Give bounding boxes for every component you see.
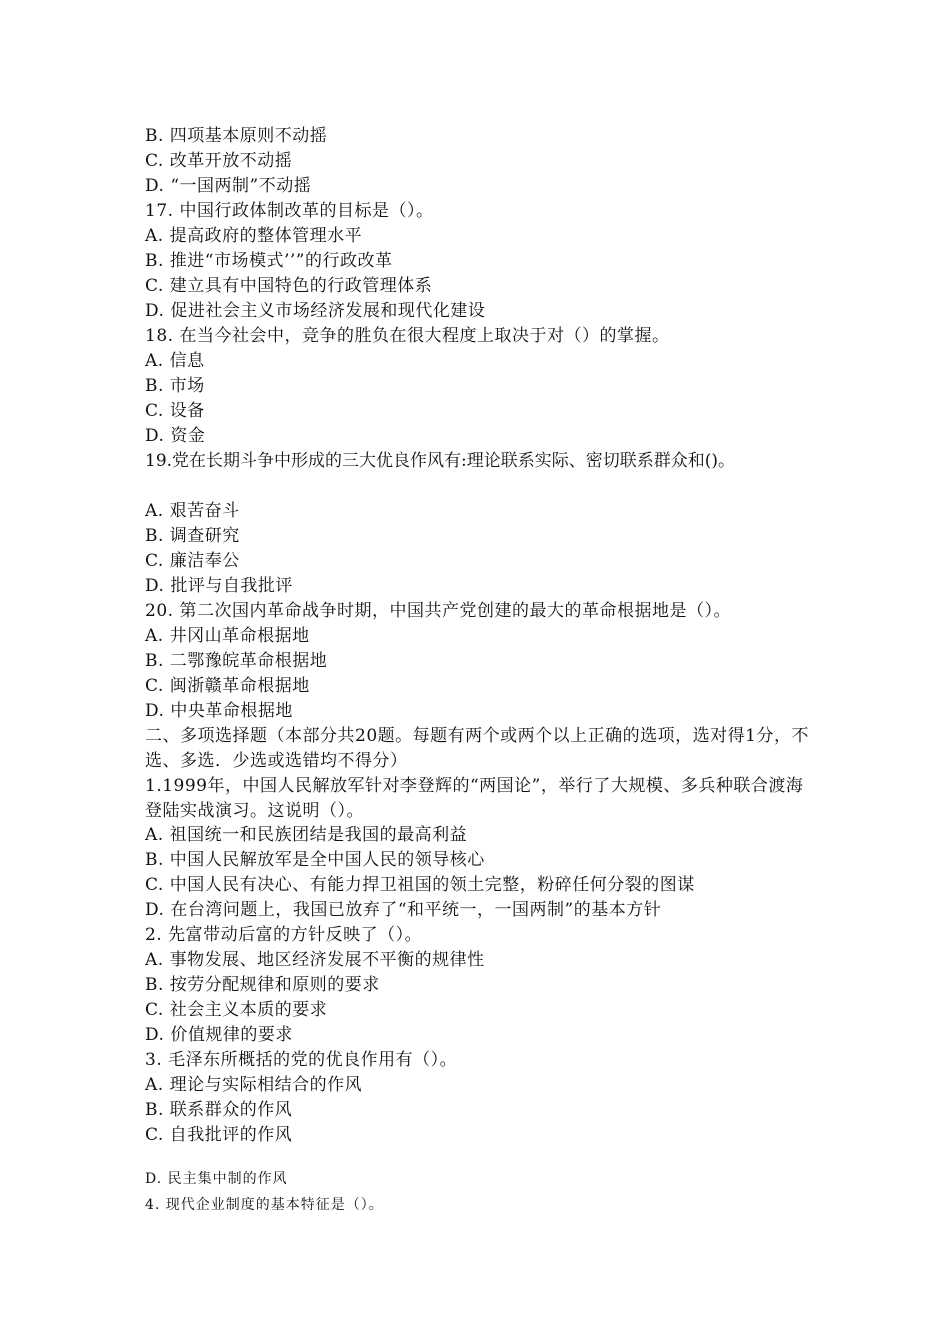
option-18d: D. 资金 [145,426,206,446]
option-17d: D. 促进社会主义市场经济发展和现代化建设 [145,301,486,321]
question-18: 18. 在当今社会中，竞争的胜负在很大程度上取决于对（）的掌握。 [145,326,670,346]
option-m1a: A. 祖国统一和民族团结是我国的最高利益 [145,825,468,845]
question-m4: 4. 现代企业制度的基本特征是（）。 [145,1197,384,1213]
option-19c: C. 廉洁奉公 [145,551,240,571]
option-m1c: C. 中国人民有决心、有能力捍卫祖国的领土完整，粉碎任何分裂的图谋 [145,875,695,895]
option-m3d: D. 民主集中制的作风 [145,1171,288,1187]
question-20: 20. 第二次国内革命战争时期，中国共产党创建的最大的革命根据地是（）。 [145,601,731,621]
option-18a: A. 信息 [145,351,205,371]
option-m2a: A. 事物发展、地区经济发展不平衡的规律性 [145,950,485,970]
option-16c: C. 改革开放不动摇 [145,151,293,171]
question-19: 19.党在长期斗争中形成的三大优良作风有:理论联系实际、密切联系群众和()。 [145,451,736,471]
option-18c: C. 设备 [145,401,205,421]
question-m1: 1.1999年，中国人民解放军针对李登辉的“两国论”，举行了大规模、多兵种联合渡海登陆实战演习。这说明（）。 [145,776,804,821]
option-m2c: C. 社会主义本质的要求 [145,1000,328,1020]
option-19a: A. 艰苦奋斗 [145,501,240,521]
option-17a: A. 提高政府的整体管理水平 [145,226,363,246]
option-20c: C. 闽浙赣革命根据地 [145,676,310,696]
option-17c: C. 建立具有中国特色的行政管理体系 [145,276,433,296]
question-17: 17. 中国行政体制改革的目标是（）。 [145,201,434,221]
option-20d: D. 中央革命根据地 [145,701,293,721]
option-m1b: B. 中国人民解放军是全中国人民的领导核心 [145,850,485,870]
option-m3b: B. 联系群众的作风 [145,1100,293,1120]
section-heading-multiple-choice: 二、多项选择题（本部分共20题。每题有两个或两个以上正确的选项，选对得1分，不选、多选．少选或选错均不得分） [145,726,809,771]
option-m2d: D. 价值规律的要求 [145,1025,293,1045]
question-m3: 3. 毛泽东所概括的党的优良作用有（）。 [145,1050,458,1070]
option-19b: B. 调查研究 [145,526,240,546]
option-16d: D. “一国两制”不动摇 [145,176,312,196]
option-m2b: B. 按劳分配规律和原则的要求 [145,975,380,995]
option-20a: A. 井冈山革命根据地 [145,626,310,646]
option-m3a: A. 理论与实际相结合的作风 [145,1075,363,1095]
option-20b: B. 二鄂豫皖革命根据地 [145,651,328,671]
option-18b: B. 市场 [145,376,205,396]
option-19d: D. 批评与自我批评 [145,576,293,596]
option-17b: B. 推进“市场模式’’”的行政改革 [145,251,393,271]
question-m2: 2. 先富带动后富的方针反映了（）。 [145,925,423,945]
option-16b: B. 四项基本原则不动摇 [145,126,328,146]
option-m1d: D. 在台湾问题上，我国已放弃了“和平统一，一国两制”的基本方针 [145,900,662,920]
option-m3c: C. 自我批评的作风 [145,1125,293,1145]
